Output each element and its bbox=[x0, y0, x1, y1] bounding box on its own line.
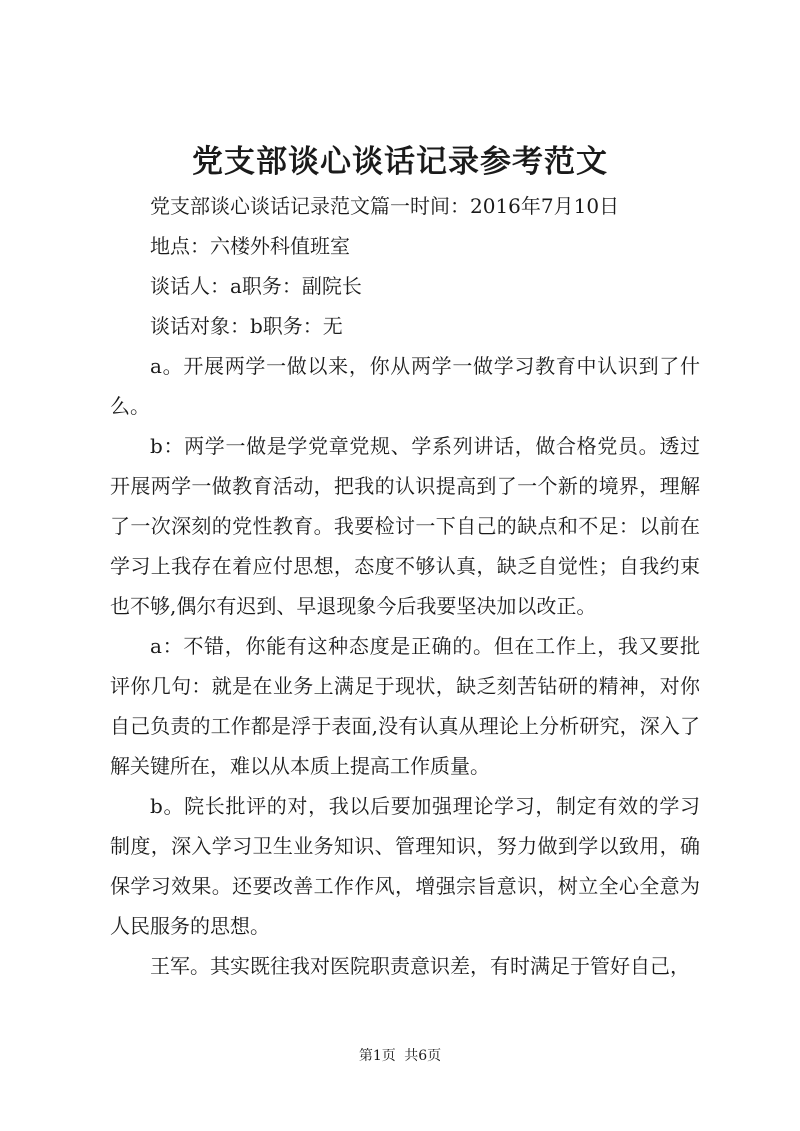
page-number: 第1页 bbox=[358, 1048, 396, 1064]
paragraph-location: 地点：六楼外科值班室 bbox=[150, 234, 350, 258]
paragraph-reply-b: b。院长批评的对，我以后要加强理论学习，制定有效的学习制度，深入学习卫生业务知识、管理知识，努力做到学以致用，确保学习效果。还要改善工作作风，增强宗旨意识，树立全心全意为人民服务的思想。 bbox=[110, 794, 700, 938]
paragraph-answer-b: b：两学一做是学党章党规、学系列讲话，做合格党员。透过开展两学一做教育活动，把我的认识提高到了一个新的境界，理解了一次深刻的党性教育。我要检讨一下自己的缺点和不足：以前在学习上我存在着应付思想，态度不够认真，缺乏自觉性；自我约束也不够,偶尔有迟到、早退现象今后我要坚决加以改正。 bbox=[110, 434, 700, 618]
page-footer bbox=[0, 1046, 800, 1066]
paragraph-question-a: a。开展两学一做以来，你从两学一做学习教育中认识到了什么。 bbox=[110, 354, 700, 418]
document-body bbox=[110, 186, 700, 986]
paragraph-time: 党支部谈心谈话记录范文篇一时间：2016年7月10日 bbox=[150, 194, 620, 218]
paragraph-interviewee: 谈话对象：b职务：无 bbox=[150, 314, 343, 338]
paragraph-critique-a: a：不错，你能有这种态度是正确的。但在工作上，我又要批评你几句：就是在业务上满足于现状，缺乏刻苦钻研的精神，对你自己负责的工作都是浮于表面,没有认真从理论上分析研究，深入了解关键所在，难以从本质上提高工作质量。 bbox=[110, 634, 700, 778]
page-title: 党支部谈心谈话记录参考范文 bbox=[192, 144, 608, 180]
page-total: 共6页 bbox=[404, 1048, 442, 1064]
paragraph-wangjun: 王军。其实既往我对医院职责意识差，有时满足于管好自己， bbox=[150, 954, 690, 978]
paragraph-speaker: 谈话人：a职务：副院长 bbox=[150, 274, 362, 298]
